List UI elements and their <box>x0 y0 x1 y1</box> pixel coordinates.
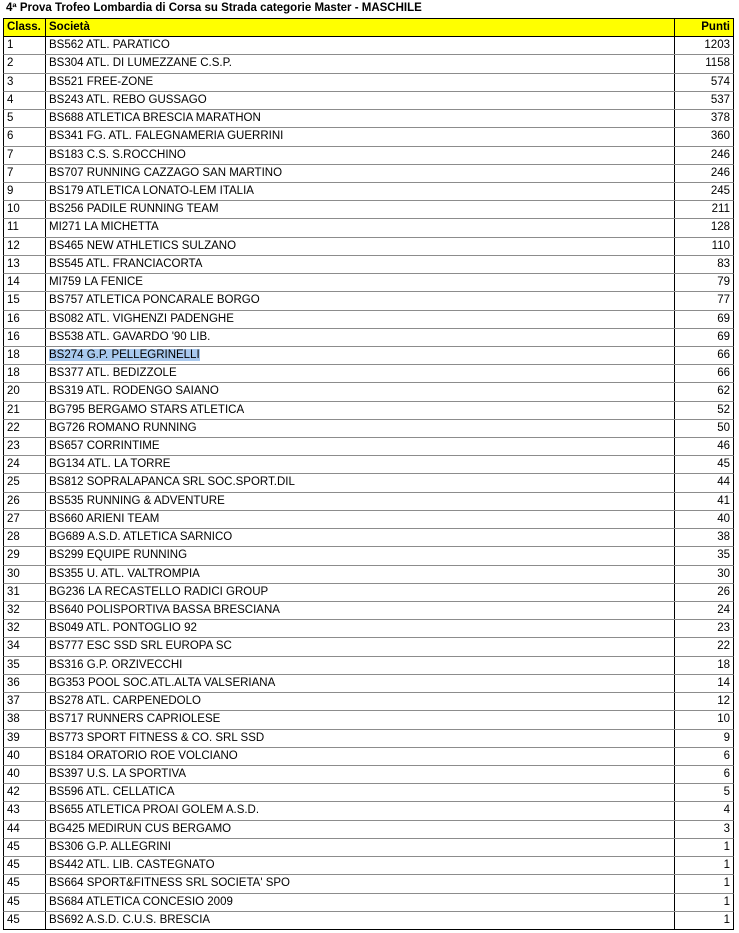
rank-cell[interactable]: 13 <box>4 256 46 273</box>
table-row <box>3 329 734 347</box>
rank-cell[interactable]: 24 <box>4 456 46 473</box>
team-cell[interactable]: BS278 ATL. CARPENEDOLO <box>46 693 675 710</box>
points-cell[interactable]: 35 <box>717 549 730 562</box>
standings-table <box>3 18 734 930</box>
selected-text[interactable]: BS274 G.P. PELLEGRINELLI <box>49 348 200 361</box>
points-cell[interactable]: 41 <box>717 494 730 507</box>
team-cell[interactable]: BS179 ATLETICA LONATO-LEM ITALIA <box>46 183 675 200</box>
table-row <box>3 274 734 292</box>
rank-cell[interactable]: 22 <box>4 420 46 437</box>
table-row <box>3 365 734 383</box>
team-cell[interactable]: BS304 ATL. DI LUMEZZANE C.S.P. <box>46 55 675 72</box>
points-cell[interactable]: 110 <box>711 239 730 252</box>
rank-cell[interactable]: 1 <box>4 37 46 54</box>
rank-cell[interactable]: 16 <box>4 329 46 346</box>
points-cell[interactable]: 69 <box>717 330 730 343</box>
rank-cell[interactable]: 39 <box>4 730 46 747</box>
team-cell[interactable] <box>46 347 675 364</box>
table-row <box>3 693 734 711</box>
points-cell[interactable]: 1 <box>723 877 730 890</box>
document-title: 4ª Prova Trofeo Lombardia di Corsa su Strada categorie Master - MASCHILE <box>6 2 422 14</box>
rank-cell[interactable]: 10 <box>4 201 46 218</box>
rank-cell[interactable]: 43 <box>4 802 46 819</box>
rank-cell[interactable]: 11 <box>4 219 46 236</box>
rank-cell[interactable]: 32 <box>4 602 46 619</box>
points-cell[interactable]: 3 <box>723 822 730 835</box>
team-cell[interactable]: BS664 SPORT&FITNESS SRL SOCIETA' SPO <box>46 875 675 892</box>
header-rank[interactable]: Class. <box>4 19 46 36</box>
team-cell[interactable]: BS306 G.P. ALLEGRINI <box>46 839 675 856</box>
team-cell[interactable]: BS355 U. ATL. VALTROMPIA <box>46 566 675 583</box>
table-row <box>3 748 734 766</box>
header-points[interactable]: Punti <box>701 21 730 33</box>
rank-cell[interactable]: 40 <box>4 766 46 783</box>
table-row <box>3 92 734 110</box>
team-cell[interactable]: BS773 SPORT FITNESS & CO. SRL SSD <box>46 730 675 747</box>
team-cell[interactable]: BS692 A.S.D. C.U.S. BRESCIA <box>46 912 675 929</box>
team-cell[interactable]: BS082 ATL. VIGHENZI PADENGHE <box>46 311 675 328</box>
team-cell[interactable]: BG134 ATL. LA TORRE <box>46 456 675 473</box>
table-row <box>3 183 734 201</box>
points-cell[interactable]: 79 <box>717 276 730 289</box>
team-cell[interactable]: BS183 C.S. S.ROCCHINO <box>46 147 675 164</box>
rank-cell[interactable]: 42 <box>4 784 46 801</box>
table-row <box>3 730 734 748</box>
team-cell[interactable]: BS707 RUNNING CAZZAGO SAN MARTINO <box>46 165 675 182</box>
table-row <box>3 711 734 729</box>
points-cell[interactable]: 83 <box>717 257 730 270</box>
table-row <box>3 165 734 183</box>
points-cell[interactable]: 44 <box>717 476 730 489</box>
points-cell[interactable]: 46 <box>717 440 730 453</box>
table-row <box>3 147 734 165</box>
points-cell[interactable]: 26 <box>717 585 730 598</box>
points-cell[interactable]: 10 <box>717 713 730 726</box>
points-cell[interactable]: 9 <box>723 731 730 744</box>
points-cell[interactable]: 1 <box>723 840 730 853</box>
table-row <box>3 638 734 656</box>
points-cell[interactable]: 1203 <box>704 39 730 52</box>
header-team[interactable]: Società <box>46 19 675 36</box>
team-cell[interactable]: BG726 ROMANO RUNNING <box>46 420 675 437</box>
points-cell[interactable]: 1 <box>723 913 730 926</box>
team-cell[interactable]: BS184 ORATORIO ROE VOLCIANO <box>46 748 675 765</box>
rank-cell[interactable]: 14 <box>4 274 46 291</box>
table-row <box>3 675 734 693</box>
table-header-row <box>3 19 734 37</box>
team-cell[interactable]: BS341 FG. ATL. FALEGNAMERIA GUERRINI <box>46 128 675 145</box>
table-row <box>3 219 734 237</box>
table-row <box>3 912 734 930</box>
team-cell[interactable]: BS299 EQUIPE RUNNING <box>46 547 675 564</box>
team-cell[interactable]: BS538 ATL. GAVARDO '90 LIB. <box>46 329 675 346</box>
rank-cell[interactable]: 28 <box>4 529 46 546</box>
table-row <box>3 474 734 492</box>
team-cell[interactable]: BS717 RUNNERS CAPRIOLESE <box>46 711 675 728</box>
points-cell[interactable]: 14 <box>717 676 730 689</box>
points-cell[interactable]: 52 <box>717 403 730 416</box>
team-cell[interactable]: BS688 ATLETICA BRESCIA MARATHON <box>46 110 675 127</box>
rank-cell[interactable]: 3 <box>4 74 46 91</box>
points-cell[interactable]: 22 <box>717 640 730 653</box>
rank-cell[interactable]: 44 <box>4 821 46 838</box>
rank-cell[interactable]: 18 <box>4 365 46 382</box>
table-row <box>3 821 734 839</box>
table-row <box>3 620 734 638</box>
rank-cell[interactable]: 31 <box>4 584 46 601</box>
rank-cell[interactable]: 45 <box>4 857 46 874</box>
team-cell[interactable]: BS256 PADILE RUNNING TEAM <box>46 201 675 218</box>
table-row <box>3 74 734 92</box>
team-cell[interactable]: BG425 MEDIRUN CUS BERGAMO <box>46 821 675 838</box>
table-row <box>3 584 734 602</box>
rank-cell[interactable]: 34 <box>4 638 46 655</box>
team-cell[interactable]: BG353 POOL SOC.ATL.ALTA VALSERIANA <box>46 675 675 692</box>
points-cell[interactable]: 245 <box>710 184 730 197</box>
team-cell[interactable]: MI271 LA MICHETTA <box>46 219 675 236</box>
table-row <box>3 456 734 474</box>
rank-cell[interactable]: 21 <box>4 402 46 419</box>
points-cell[interactable]: 40 <box>717 512 730 525</box>
rank-cell[interactable]: 7 <box>4 147 46 164</box>
rank-cell[interactable]: 18 <box>4 347 46 364</box>
table-row <box>3 238 734 256</box>
points-cell[interactable]: 23 <box>717 622 730 635</box>
rank-cell[interactable]: 32 <box>4 620 46 637</box>
rank-cell[interactable]: 20 <box>4 383 46 400</box>
points-cell[interactable]: 77 <box>717 294 730 307</box>
team-cell[interactable]: BS397 U.S. LA SPORTIVA <box>46 766 675 783</box>
points-cell[interactable]: 62 <box>717 385 730 398</box>
rank-cell[interactable]: 26 <box>4 493 46 510</box>
points-cell[interactable]: 1 <box>723 859 730 872</box>
team-cell[interactable]: BG795 BERGAMO STARS ATLETICA <box>46 402 675 419</box>
table-row <box>3 402 734 420</box>
team-cell[interactable]: BS596 ATL. CELLATICA <box>46 784 675 801</box>
team-cell[interactable]: BS049 ATL. PONTOGLIO 92 <box>46 620 675 637</box>
points-cell[interactable]: 537 <box>710 93 730 106</box>
team-cell[interactable]: BS316 G.P. ORZIVECCHI <box>46 657 675 674</box>
rank-cell[interactable]: 4 <box>4 92 46 109</box>
rank-cell[interactable]: 38 <box>4 711 46 728</box>
team-cell[interactable]: BS545 ATL. FRANCIACORTA <box>46 256 675 273</box>
table-row <box>3 839 734 857</box>
team-cell[interactable]: BS521 FREE-ZONE <box>46 74 675 91</box>
points-cell[interactable]: 128 <box>710 221 730 234</box>
team-cell[interactable]: BS319 ATL. RODENGO SAIANO <box>46 383 675 400</box>
points-cell[interactable]: 5 <box>723 786 730 799</box>
team-cell[interactable]: BS562 ATL. PARATICO <box>46 37 675 54</box>
points-cell[interactable]: 4 <box>723 804 730 817</box>
table-row <box>3 766 734 784</box>
rank-cell[interactable]: 23 <box>4 438 46 455</box>
table-body <box>3 37 734 930</box>
points-cell[interactable]: 66 <box>717 367 730 380</box>
table-row <box>3 438 734 456</box>
team-cell[interactable]: BS684 ATLETICA CONCESIO 2009 <box>46 894 675 911</box>
rank-cell[interactable]: 40 <box>4 748 46 765</box>
team-cell[interactable]: BS465 NEW ATHLETICS SULZANO <box>46 238 675 255</box>
rank-cell[interactable]: 37 <box>4 693 46 710</box>
table-row <box>3 857 734 875</box>
points-cell[interactable]: 360 <box>710 130 730 143</box>
points-cell[interactable]: 1158 <box>705 57 730 70</box>
table-row <box>3 547 734 565</box>
table-row <box>3 802 734 820</box>
table-row <box>3 292 734 310</box>
table-row <box>3 657 734 675</box>
rank-cell[interactable]: 45 <box>4 894 46 911</box>
table-row <box>3 201 734 219</box>
team-cell[interactable]: BG689 A.S.D. ATLETICA SARNICO <box>46 529 675 546</box>
rank-cell[interactable]: 25 <box>4 474 46 491</box>
team-cell[interactable]: BS535 RUNNING & ADVENTURE <box>46 493 675 510</box>
points-cell[interactable]: 211 <box>711 203 730 216</box>
table-row <box>3 110 734 128</box>
table-row <box>3 784 734 802</box>
table-row <box>3 37 734 55</box>
rank-cell[interactable]: 6 <box>4 128 46 145</box>
rank-cell[interactable]: 5 <box>4 110 46 127</box>
rank-cell[interactable]: 12 <box>4 238 46 255</box>
team-cell[interactable]: BS812 SOPRALAPANCA SRL SOC.SPORT.DIL <box>46 474 675 491</box>
points-cell[interactable]: 45 <box>717 458 730 471</box>
points-cell[interactable]: 6 <box>723 767 730 780</box>
table-row <box>3 256 734 274</box>
table-row <box>3 875 734 893</box>
rank-cell[interactable]: 45 <box>4 839 46 856</box>
table-row <box>3 347 734 365</box>
points-cell[interactable]: 574 <box>710 75 730 88</box>
points-cell[interactable]: 24 <box>717 604 730 616</box>
team-cell[interactable]: BS777 ESC SSD SRL EUROPA SC <box>46 638 675 655</box>
points-cell[interactable]: 18 <box>717 658 730 671</box>
team-cell[interactable]: BS377 ATL. BEDIZZOLE <box>46 365 675 382</box>
table-row <box>3 128 734 146</box>
rank-cell[interactable]: 15 <box>4 292 46 309</box>
points-cell[interactable]: 38 <box>717 531 730 544</box>
table-row <box>3 602 734 620</box>
points-cell[interactable]: 69 <box>717 312 730 325</box>
team-cell[interactable]: BS655 ATLETICA PROAI GOLEM A.S.D. <box>46 802 675 819</box>
table-row <box>3 311 734 329</box>
points-cell[interactable]: 246 <box>710 166 730 179</box>
table-row <box>3 55 734 73</box>
table-row <box>3 420 734 438</box>
team-cell[interactable]: BS657 CORRINTIME <box>46 438 675 455</box>
team-cell[interactable]: BS660 ARIENI TEAM <box>46 511 675 528</box>
table-row <box>3 511 734 529</box>
table-row <box>3 493 734 511</box>
team-cell[interactable]: BS442 ATL. LIB. CASTEGNATO <box>46 857 675 874</box>
rank-cell[interactable]: 16 <box>4 311 46 328</box>
rank-cell[interactable]: 9 <box>4 183 46 200</box>
rank-cell[interactable]: 7 <box>4 165 46 182</box>
team-cell[interactable]: BG236 LA RECASTELLO RADICI GROUP <box>46 584 675 601</box>
rank-cell[interactable]: 29 <box>4 547 46 564</box>
rank-cell[interactable]: 45 <box>4 912 46 929</box>
table-row <box>3 529 734 547</box>
points-cell[interactable]: 378 <box>710 112 730 125</box>
rank-cell[interactable]: 2 <box>4 55 46 72</box>
table-row <box>3 894 734 912</box>
points-cell[interactable]: 1 <box>723 895 730 908</box>
table-row <box>3 383 734 401</box>
points-cell[interactable]: 50 <box>717 421 730 434</box>
rank-cell[interactable]: 45 <box>4 875 46 892</box>
points-cell[interactable]: 12 <box>717 695 730 708</box>
points-cell[interactable]: 6 <box>723 749 730 762</box>
points-cell[interactable]: 30 <box>717 567 730 580</box>
rank-cell[interactable]: 27 <box>4 511 46 528</box>
points-cell[interactable]: 66 <box>717 348 730 361</box>
rank-cell[interactable]: 35 <box>4 657 46 674</box>
team-cell[interactable]: BS243 ATL. REBO GUSSAGO <box>46 92 675 109</box>
rank-cell[interactable]: 36 <box>4 675 46 692</box>
team-cell[interactable]: BS640 POLISPORTIVA BASSA BRESCIANA <box>46 602 675 619</box>
team-cell[interactable]: MI759 LA FENICE <box>46 274 675 291</box>
team-cell[interactable]: BS757 ATLETICA PONCARALE BORGO <box>46 292 675 309</box>
rank-cell[interactable]: 30 <box>4 566 46 583</box>
points-cell[interactable]: 246 <box>710 148 730 161</box>
table-row <box>3 566 734 584</box>
